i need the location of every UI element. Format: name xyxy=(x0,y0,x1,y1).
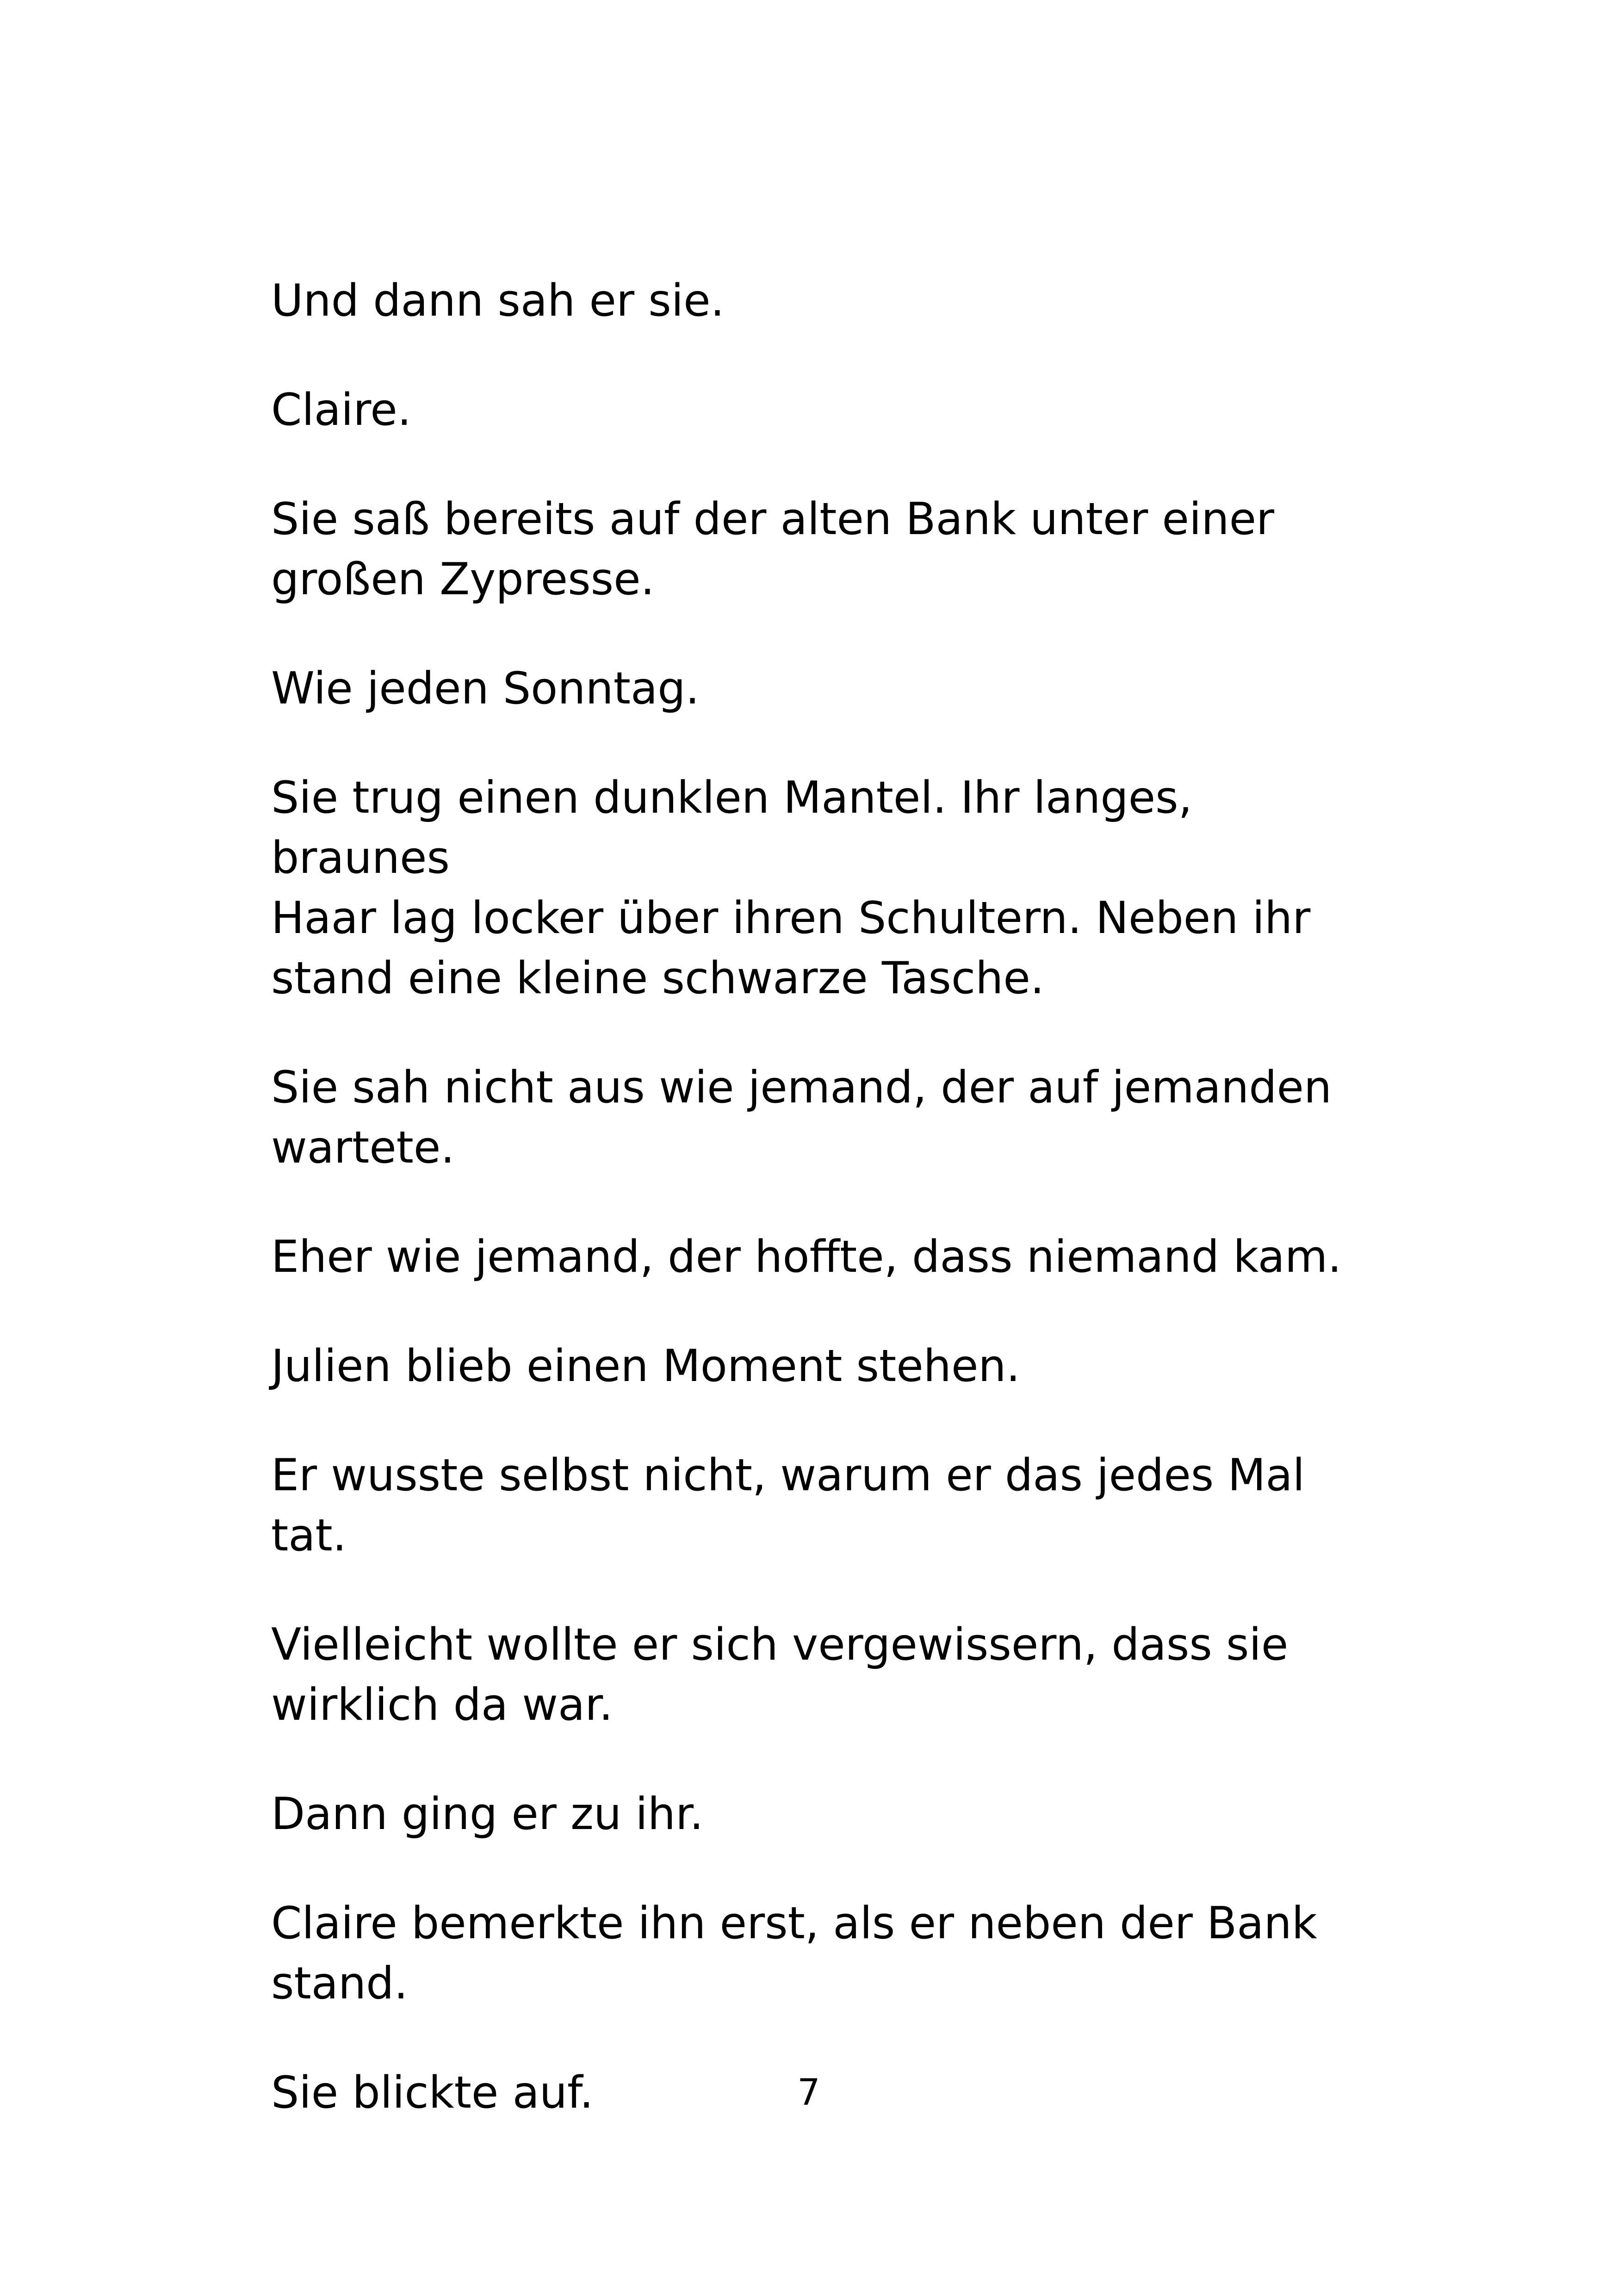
paragraph: Eher wie jemand, der hoffte, dass niemand kam. xyxy=(271,1232,1342,1282)
paragraph: Sie saß bereits auf der alten Bank unter einer großen Zypresse. xyxy=(271,494,1275,605)
body-text xyxy=(271,271,1382,2172)
paragraph: Julien blieb einen Moment stehen. xyxy=(271,1341,1020,1392)
paragraph: Claire bemerkte ihn erst, als er neben der Bank stand. xyxy=(271,1898,1317,2009)
page-number: 7 xyxy=(797,2072,820,2114)
paragraph: Er wusste selbst nicht, warum er das jedes Mal tat. xyxy=(271,1450,1305,1561)
paragraph: Sie blickte auf. xyxy=(271,2067,594,2118)
paragraph: Claire. xyxy=(271,385,411,436)
paragraph: Sie sah nicht aus wie jemand, der auf jemanden wartete. xyxy=(271,1062,1332,1173)
paragraph: Vielleicht wollte er sich vergewissern, dass sie wirklich da war. xyxy=(271,1619,1289,1730)
paragraph: Sie trug einen dunklen Mantel. Ihr langes, braunes Haar lag locker über ihren Schultern. Neben ihr stand eine kleine schwarze Tasche. xyxy=(271,772,1311,1004)
paragraph: Dann ging er zu ihr. xyxy=(271,1789,704,1840)
paragraph: Und dann sah er sie. xyxy=(271,275,725,326)
paragraph: Wie jeden Sonntag. xyxy=(271,663,700,714)
